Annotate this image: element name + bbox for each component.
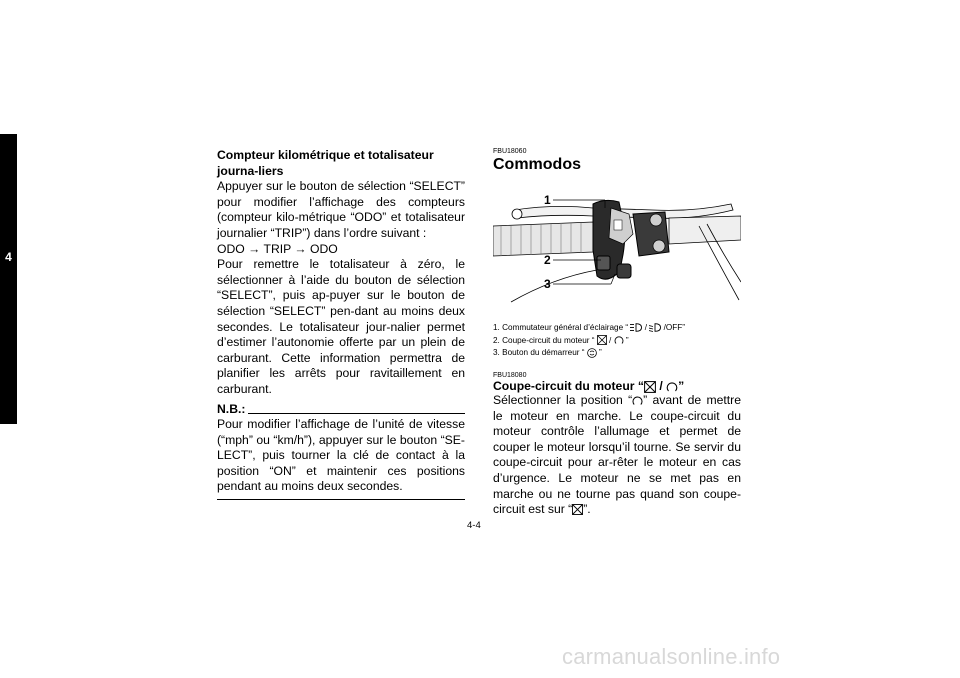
high-beam-icon bbox=[630, 323, 642, 332]
note-end-rule bbox=[217, 499, 465, 500]
figure-captions bbox=[493, 322, 741, 360]
low-beam-icon bbox=[649, 323, 661, 332]
note-label: N.B.: bbox=[217, 401, 246, 416]
note-rule bbox=[248, 413, 465, 414]
subsection-title: Coupe-circuit du moteur “ / ” bbox=[493, 379, 685, 393]
section-title: Commodos bbox=[493, 156, 581, 173]
callout-2: 2 bbox=[544, 253, 551, 267]
note-text: Pour modifier l’affichage de l’unité de vitesse (“mph” ou “km/h”), appuyer sur le bouton “SE-LECT”, puis tourner la clé de contact à la position “ON” et maintenir ces positions pendant au moins deux secondes. bbox=[217, 417, 465, 494]
chapter-tab bbox=[0, 134, 17, 424]
watermark: carmanualsonline.info bbox=[562, 644, 781, 669]
caption-3: 3. Bouton du démarreur “ ” bbox=[493, 348, 602, 357]
caption-1: 1. Commutateur général d’éclairage “ / /OFF” bbox=[493, 323, 685, 332]
engine-run-icon bbox=[666, 381, 678, 393]
chapter-tab-number: 4 bbox=[5, 250, 12, 264]
starter-icon bbox=[587, 348, 597, 358]
callout-3: 3 bbox=[544, 277, 551, 291]
section-code: FBU18060 bbox=[493, 148, 527, 155]
odometer-heading: Compteur kilométrique et totalisateur journa-liers bbox=[217, 148, 434, 178]
engine-run-icon bbox=[632, 395, 643, 406]
engine-stop-section bbox=[493, 372, 741, 518]
note-header bbox=[217, 402, 465, 418]
caption-2: 2. Coupe-circuit du moteur “ / ” bbox=[493, 335, 629, 345]
engine-stop-icon bbox=[644, 381, 656, 393]
subsection-code: FBU18080 bbox=[493, 372, 527, 379]
engine-stop-icon bbox=[572, 504, 583, 515]
subsection-paragraph: Sélectionner la position “ ” avant de mettre le moteur en marche. Le coupe-circuit du moteur contrôle l’allumage et permet de couper le moteur lorsqu’il tourne. Se servir du coupe-circuit pour ar-rêter le moteur en cas d’urgence. Le moteur ne se met pas en marche ou ne tourne pas quand son coupe-circuit est sur “ ”. bbox=[493, 393, 741, 517]
odometer-paragraph-1: Appuyer sur le bouton de sélection “SELECT” pour modifier l’affichage des compteurs (compteur kilo-métrique “ODO” et totalisateur journalier “TRIP”) dans l’ordre suivant : bbox=[217, 179, 465, 240]
callout-1: 1 bbox=[544, 193, 551, 207]
handlebar-switch-illustration bbox=[493, 190, 741, 318]
right-column-header bbox=[493, 148, 741, 174]
page-number: 4-4 bbox=[467, 520, 481, 531]
odometer-paragraph-2: Pour remettre le totalisateur à zéro, le sélectionner à l’aide du bouton de sélection “SELECT”, puis ap-puyer sur le bouton de sélection “SELECT” pen-dant au moins deux secondes. Le totalisateur jour-nalier permet d’estimer l’autonomie offerte par un plein de carburant. Cette information permettra de planifier les arrêts pour ravitaillement en carburant. bbox=[217, 257, 465, 396]
engine-stop-icon bbox=[597, 335, 607, 345]
odometer-sequence: ODO → TRIP → ODO bbox=[217, 241, 338, 256]
engine-run-icon bbox=[614, 335, 624, 345]
left-column bbox=[217, 148, 465, 500]
